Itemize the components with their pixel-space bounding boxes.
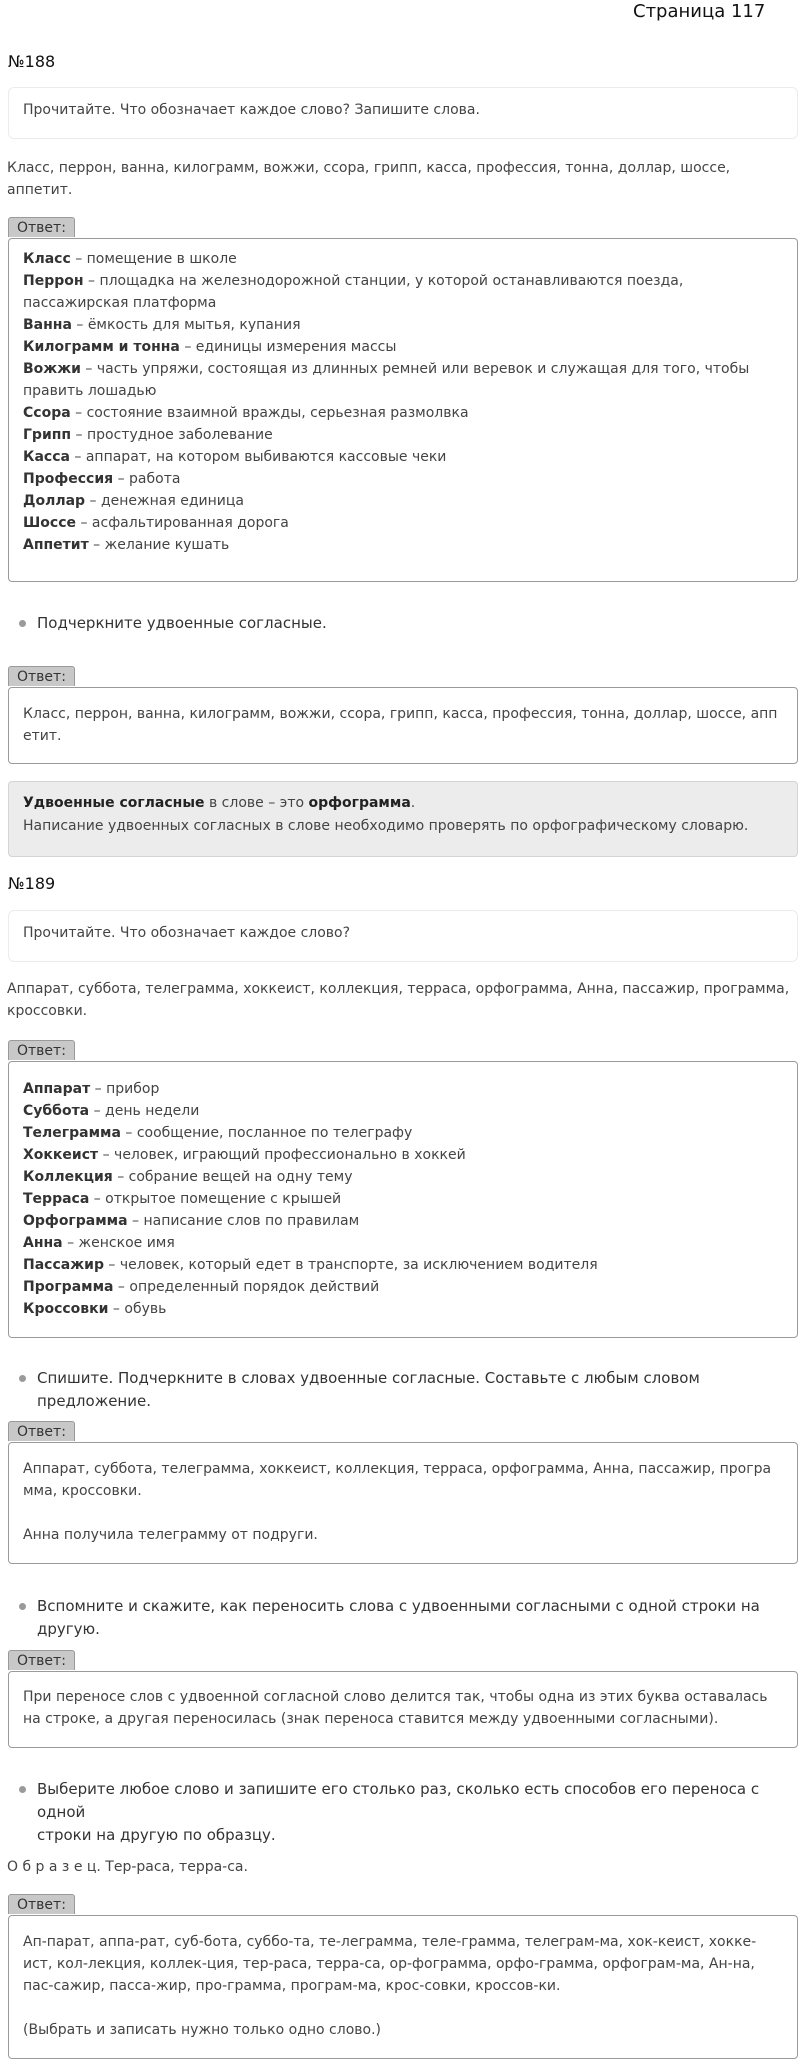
bullet-dot-icon	[19, 1786, 26, 1793]
answer-label: Ответ:	[8, 1421, 75, 1441]
answer-line: Класс, перрон, ванна, килограмм, вожжи, ссора, грипп, касса, профессия, тонна, доллар, шоссе, апп	[23, 706, 778, 722]
exercise-189-answer-underlined	[8, 1442, 798, 1564]
words-line: аппетит.	[7, 182, 73, 198]
exercise-189-answer-hyphenation	[8, 1671, 798, 1748]
answer-label: Ответ:	[8, 217, 75, 237]
answer-line: ист, кол-лекция, коллек-ция, тер-раса, терра-са, ор-фограмма, орфо-грамма, орфограм-ма, Ан-на,	[23, 1956, 755, 1972]
words-line: Аппарат, суббота, телеграмма, хоккеист, коллекция, терраса, орфограмма, Анна, пассажир, программа,	[7, 981, 790, 997]
definition: Профессия – работа	[23, 471, 181, 487]
task-text: Прочитайте. Что обозначает каждое слово?	[23, 925, 351, 941]
definition: Ванна – ёмкость для мытья, купания	[23, 317, 301, 333]
answer-line: При переносе слов с удвоенной согласной слово делится так, чтобы одна из этих буква оставалась	[23, 1689, 768, 1705]
definition-continuation: пассажирская платформа	[23, 295, 217, 311]
exercise-188-answer-underlined	[8, 687, 798, 764]
rule-term: Удвоенные согласные	[23, 795, 205, 811]
answer-line: мма, кроссовки.	[23, 1483, 142, 1499]
exercise-189-number: №189	[8, 874, 56, 893]
exercise-189-subtask-copy: Спишите. Подчеркните в словах удвоенные согласные. Составьте с любым словом предложение.	[19, 1367, 799, 1413]
bullet-dot-icon	[19, 620, 26, 627]
definition: Аппарат – прибор	[23, 1081, 160, 1097]
definition: Грипп – простудное заболевание	[23, 427, 273, 443]
exercise-189-task	[8, 910, 798, 962]
definition: Касса – аппарат, на котором выбиваются кассовые чеки	[23, 449, 447, 465]
answer-label: Ответ:	[8, 1040, 75, 1060]
exercise-189-sample: О б р а з е ц. Тер-раса, терра-са.	[7, 1859, 248, 1875]
answer-sentence: Анна получила телеграмму от подруги.	[23, 1527, 318, 1543]
answer-line: Аппарат, суббота, телеграмма, хоккеист, коллекция, терраса, орфограмма, Анна, пассажир, програ	[23, 1461, 772, 1477]
definition: Класс – помещение в школе	[23, 251, 237, 267]
answer-line: Ап-парат, аппа-рат, суб-бота, суббо-та, те-леграмма, теле-грамма, телеграм-ма, хок-кеист, хокке-	[23, 1934, 757, 1950]
exercise-189-subtask-write-variants: Выберите любое слово и запишите его столько раз, сколько есть способов его переноса с одной строки на другую по образцу.	[19, 1778, 799, 1847]
definition: Пассажир – человек, который едет в транспорте, за исключением водителя	[23, 1257, 598, 1273]
exercise-189-answer-definitions	[8, 1061, 798, 1338]
rule-box: Удвоенные согласные в слове – это орфограмма. Написание удвоенных согласных в слове необходимо проверять по орфографическому словарю.	[8, 781, 798, 857]
answer-line: на строке, а другая переносилась (знак переноса ставится между удвоенными согласными).	[23, 1711, 719, 1727]
task-text: Прочитайте. Что обозначает каждое слово? Запишите слова.	[23, 102, 480, 118]
definition: Коллекция – собрание вещей на одну тему	[23, 1169, 353, 1185]
exercise-189-subtask-hyphenation: Вспомните и скажите, как переносить слова с удвоенными согласными с одной строки на другую.	[19, 1595, 799, 1641]
definition: Орфограмма – написание слов по правилам	[23, 1213, 360, 1229]
definition: Шоссе – асфальтированная дорога	[23, 515, 289, 531]
definition: Аппетит – желание кушать	[23, 537, 230, 553]
answer-label: Ответ:	[8, 666, 75, 686]
answer-label: Ответ:	[8, 1650, 75, 1670]
definition: Телеграмма – сообщение, посланное по телеграфу	[23, 1125, 413, 1141]
definition: Терраса – открытое помещение с крышей	[23, 1191, 342, 1207]
definition: Ссора – состояние взаимной вражды, серьезная размолвка	[23, 405, 469, 421]
definition: Анна – женское имя	[23, 1235, 175, 1251]
rule-text: Написание удвоенных согласных в слове необходимо проверять по орфографическому словарю.	[23, 818, 749, 834]
exercise-188-task	[8, 87, 798, 139]
definition: Килограмм и тонна – единицы измерения массы	[23, 339, 397, 355]
bullet-dot-icon	[19, 1603, 26, 1610]
answer-line: етит.	[23, 728, 62, 744]
bullet-dot-icon	[19, 1375, 26, 1382]
definition-continuation: править лошадью	[23, 383, 157, 399]
definition: Суббота – день недели	[23, 1103, 200, 1119]
answer-note: (Выбрать и записать нужно только одно слово.)	[23, 2022, 381, 2038]
definition: Программа – определенный порядок действий	[23, 1279, 380, 1295]
definition: Кроссовки – обувь	[23, 1301, 167, 1317]
definition: Доллар – денежная единица	[23, 493, 245, 509]
answer-label: Ответ:	[8, 1894, 75, 1914]
exercise-188-subtask-underline: Подчеркните удвоенные согласные.	[19, 612, 799, 635]
exercise-188-number: №188	[8, 52, 56, 71]
words-line: Класс, перрон, ванна, килограмм, вожжи, ссора, грипп, касса, профессия, тонна, доллар, шоссе,	[7, 160, 731, 176]
answer-line: пас-сажир, пасса-жир, про-грамма, програм-ма, крос-совки, кроссов-ки.	[23, 1978, 561, 1994]
exercise-188-words	[7, 157, 800, 201]
page-number: Страница 117	[633, 1, 766, 22]
definition: Вожжи – часть упряжи, состоящая из длинных ремней или веревок и служащая для того, чтобы	[23, 361, 750, 377]
definition: Хоккеист – человек, играющий профессионально в хоккей	[23, 1147, 466, 1163]
exercise-189-words	[7, 978, 800, 1022]
definition: Перрон – площадка на железнодорожной станции, у которой останавливаются поезда,	[23, 273, 684, 289]
words-line: кроссовки.	[7, 1003, 88, 1019]
exercise-189-answer-variants	[8, 1915, 798, 2059]
exercise-188-answer-definitions	[8, 238, 798, 582]
